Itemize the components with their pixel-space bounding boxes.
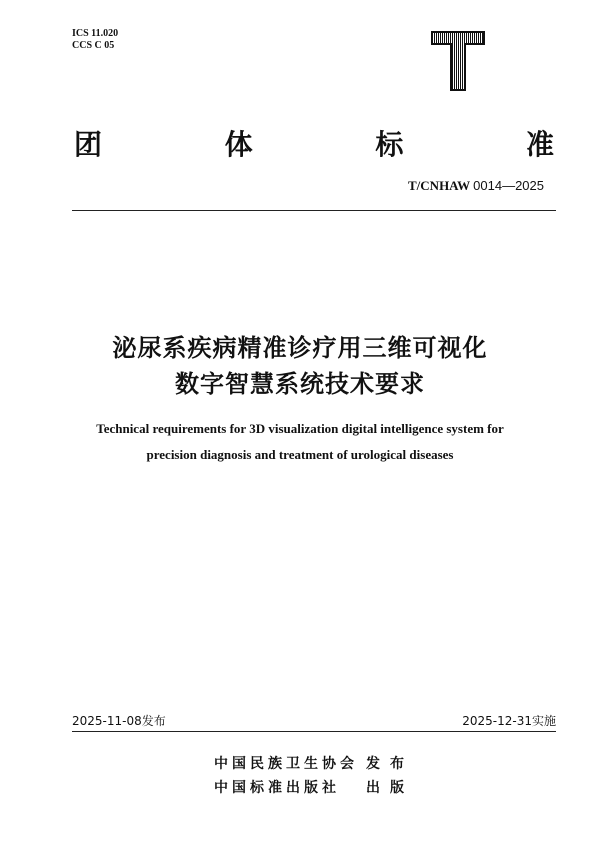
chinese-title (60, 330, 540, 402)
publisher-row-2 (214, 777, 434, 797)
category-char-4: 准 (525, 128, 554, 161)
ics-code: ICS 11.020 (72, 28, 119, 39)
category-char-1: 团 (74, 128, 103, 161)
publisher-action: 出版 (366, 780, 414, 796)
category-char-3: 标 (375, 128, 404, 161)
classification-codes (72, 28, 192, 52)
top-divider (72, 210, 556, 211)
english-title-line-2: precision diagnosis and treatment of urological diseases (146, 447, 454, 462)
publisher-row-1 (214, 753, 434, 773)
standard-number-value: 0014—2025 (473, 178, 544, 193)
ccs-code: CCS C 05 (72, 40, 115, 51)
category-char-2: 体 (224, 128, 253, 161)
t-mark-icon (430, 30, 486, 92)
chinese-title-line-1: 泌尿系疾病精准诊疗用三维可视化 (112, 334, 488, 362)
standard-number-prefix: T/CNHAW (408, 178, 470, 193)
publisher-org: 中国标准出版社 (214, 780, 340, 796)
english-title-line-1: Technical requirements for 3D visualization digital intelligence system for (96, 421, 504, 436)
publisher-org: 中国民族卫生协会 (214, 756, 358, 772)
standard-type-mark (430, 30, 486, 92)
standard-category (74, 121, 554, 165)
issue-date: 2025-11-08发布 (72, 714, 166, 728)
implement-date: 2025-12-31实施 (462, 714, 556, 728)
publisher-action: 发布 (366, 756, 414, 772)
bottom-divider (72, 731, 556, 732)
english-title (60, 416, 540, 468)
chinese-title-line-2: 数字智慧系统技术要求 (175, 370, 425, 398)
standard-number (284, 178, 544, 194)
